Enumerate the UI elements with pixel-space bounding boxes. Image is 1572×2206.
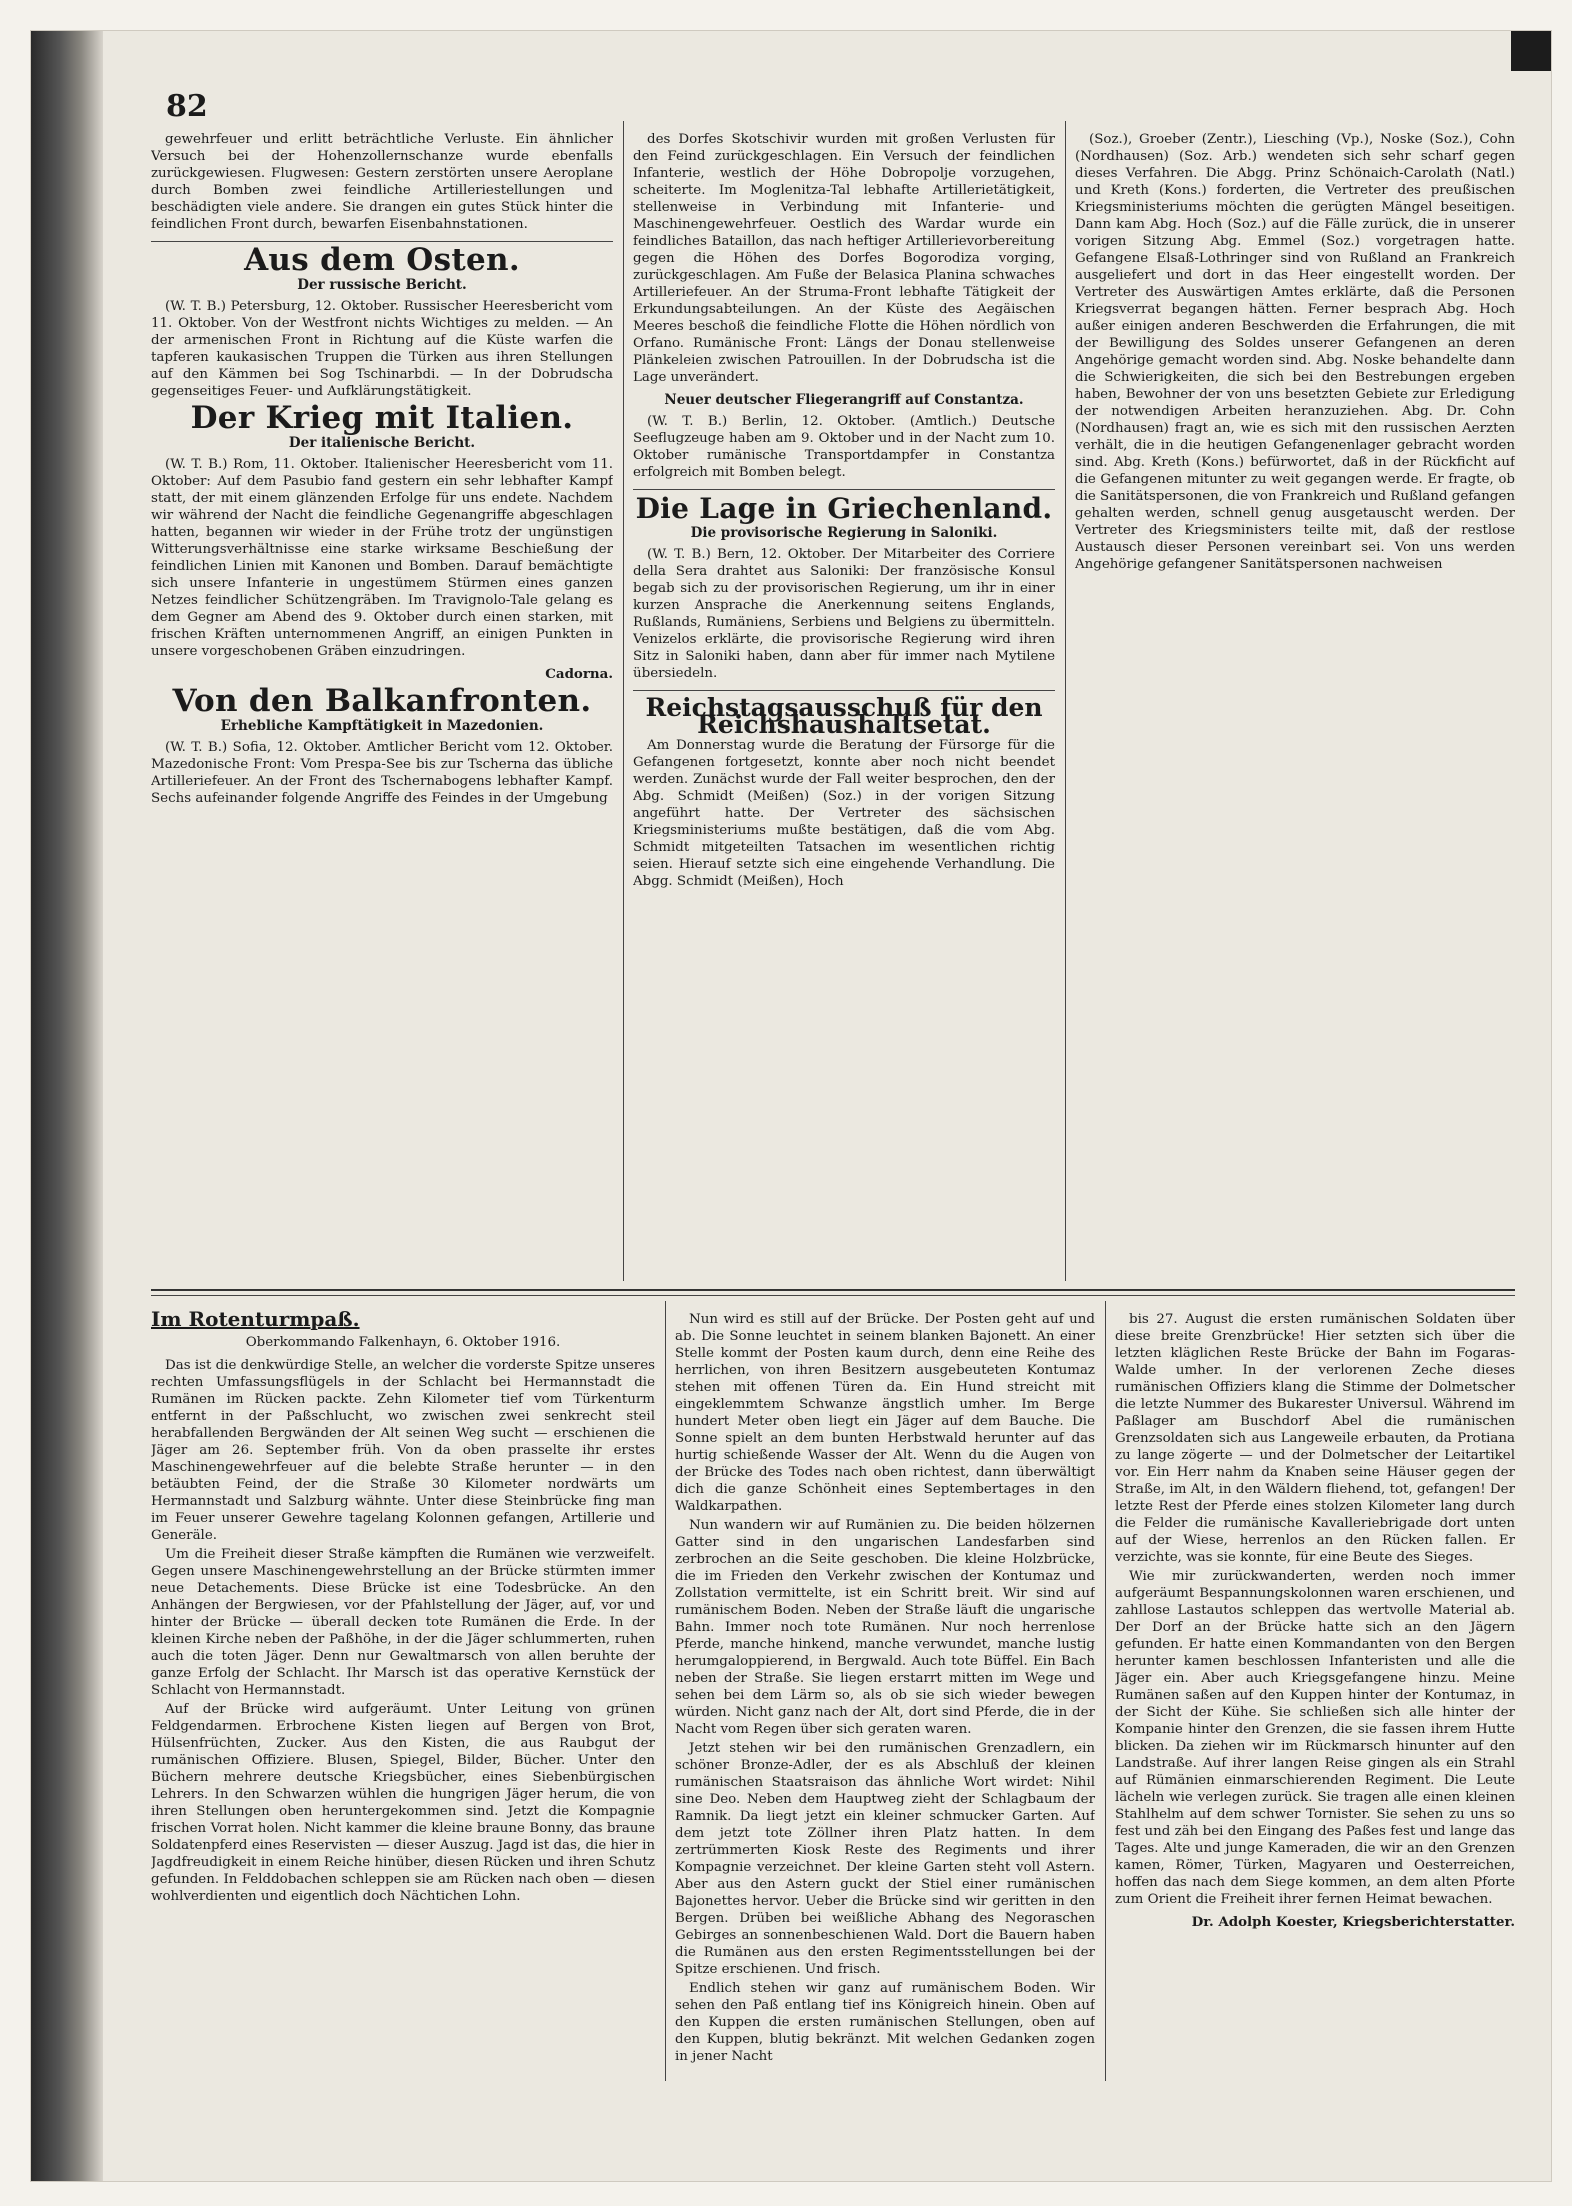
- flieger-text: (W. T. B.) Berlin, 12. Oktober. (Amtlich.) Deutsche Seeflugzeuge haben am 9. Oktober und in der Nacht zum 10. Oktober rumänische Transportdampfer in Constantza erfolgreich mit Bomben belegt.: [633, 414, 1055, 480]
- feature-top-rule: [151, 1289, 1515, 1291]
- griechenland-text: (W. T. B.) Bern, 12. Oktober. Der Mitarbeiter des Corriere della Sera drahtet aus Saloniki: Der französische Konsul begab sich zu der provisorischen Regierung, um ihr in einer kurzen Ansprache die Anerkennung seitens Englands, Rußlands, Rumäniens, Serbiens und Belgiens zu übermitteln. Venizelos erklärte, die provisorische Regierung wird ihren Sitz in Saloniki haben, dann aber für immer nach Mytilene übersiedeln.: [633, 547, 1055, 681]
- feature-paragraph-6: Jetzt stehen wir bei den rumänischen Grenzadlern, ein schöner Bronze-Adler, der es als Abschluß der kleinen rumänischen Staatsraison das ähnliche Wort wirdet: Nihil sine Deo. Neben dem Hauptweg zieht der Schlagbaum der Ramnik. Da liegt jetzt ein kleiner schmucker Garten. Auf dem jetzt tote Zöllner ihren Platz hatten. In dem zertrümmerten Kiosk Reste des Regiments und ihrer Kompagnie verzeichnet. Der kleine Garten steht voll Astern. Aber aus den Astern guckt der Stiel einer rumänischen Bajonettes hervor. Ueber die Brücke sind wir geritten in den Bergen. Drüben bei weißliche Abhang des Negoraschen Gebirges an sonnenbeschienen Wald. Dort die Bauern haben die Rumänen aus den ersten Regimentsstellungen bei der Spitze erschienen. Und frisch.: [675, 1741, 1095, 1977]
- book-binding: [31, 31, 103, 2181]
- col1-intro: gewehrfeuer und erlitt beträchtliche Verluste. Ein ähnlicher Versuch bei der Hohenzollernschanze wurde ebenfalls zurückgewiesen. Flugwesen: Gestern zerstörten unsere Aeroplane durch Bomben zwei feindliche Artilleriestellungen und beschädigten viele andere. Sie drangen ein gutes Stück hinter die feindlichen Front durch, bewarfen Eisenbahnstationen.: [151, 132, 613, 232]
- page-number: 82: [166, 89, 208, 124]
- newspaper-page: [30, 30, 1552, 2182]
- reichstag-text: Am Donnerstag wurde die Beratung der Fürsorge für die Gefangenen fortgesetzt, konnte aber noch nicht beendet werden. Zunächst wurde der Fall weiter besprochen, den der Abg. Schmidt (Meißen) (Soz.) in der vorigen Sitzung angeführt hatte. Der Vertreter des sächsischen Kriegsministeriums mußte bestätigen, daß die vom Abg. Schmidt mitgeteilten Tatsachen im wesentlichen richtig seien. Hierauf setzte sich eine eingehende Verhandlung. Die Abgg. Schmidt (Meißen), Hoch: [633, 738, 1055, 889]
- column-2: [633, 131, 1055, 1281]
- feature-top-rule-thin: [151, 1295, 1515, 1296]
- feature-headline: Im Rotenturmpaß.: [151, 1311, 360, 1331]
- feature-paragraph-2: Um die Freiheit dieser Straße kämpften die Rumänen wie verzweifelt. Gegen unsere Maschinengewehrstellung an der Brücke stürmten immer neue Detachements. Diese Brücke ist eine Todesbrücke. An den Anhängen der Bergwiesen, vor der Pfahlstellung der Jäger, auf, vor und hinter der Brücke — überall decken tote Rumänen die Erde. In der kleinen Kirche neben der Paßhöhe, in der die Jäger schlummerten, ruhen auch die toten Jäger. Denn nur Gewaltmarsch von allen beruhte der ganze Erfolg der Schlacht. Ihr Marsch ist das operative Kernstück der Schlacht von Hermannstadt.: [151, 1547, 655, 1698]
- feature-paragraph-3: Auf der Brücke wird aufgeräumt. Unter Leitung von grünen Feldgendarmen. Erbrochene Kisten liegen auf Bergen von Brot, Hülsenfrüchten, Zucker. Aus den Kisten, die aus Raubgut der rumänischen Offiziere. Blusen, Spiegel, Bilder, Bücher. Unter den Büchern mehrere deutsche Kriegsbücher, eines Siebenbürgischen Lehrers. In den Schwarzen wühlen die hungrigen Jäger herum, die von ihren Stellungen oben heruntergekommen sind. Jetzt die Kompagnie frischen Vorrat holen. Nicht kammer die kleine braune Bonny, das braune Soldatenpferd eines Reservisten — dieser Auszug. Jagd ist das, die hier in Jagdfreudigkeit in einem Reiche hinüber, diesen Rücken und ihren Schutz gefunden. In Felddobachen schleppen sie am Rücken nach oben — diesen wohlverdienten und eigentlich doch Nächtichen Lohn.: [151, 1702, 655, 1904]
- balkan-headline: Von den Balkanfronten.: [172, 683, 592, 719]
- section-divider: [633, 489, 1055, 490]
- feature-paragraph-9: Wie mir zurückwanderten, werden noch immer aufgeräumt Bespannungskolonnen waren erschienen, und zahllose Lastautos schleppen das wertvolle Material ab. Der Dorf an der Brücke hatte sich an den Jägern gefunden. Er hatte einen Kommandanten von den Bergen herunter kamen beschlossen Infanteristen und alle die Jäger ein. Aber auch Kriegsgefangene hinzu. Meine Rumänen saßen auf den Kuppen hinter der Kontumaz, in der Sicht der Kühe. Sie schließen sich alle hinter der Kompanie hinter den Grenzen, die sie fassen ihrem Hutte blicken. Da ziehen wir im Rückmarsch hinunter auf den Landstraße. Auf ihrer langen Reise gingen als ein Strahl auf Rümänien einmarschierenden Regiment. Die Leute lächeln wie verlegen zurück. Sie tragen alle einen kleinen Stahlhelm auf dem schwer Tornister. Sie sehen zu uns so fest und zäh bei den Eingang des Paßes fest und lange das Tages. Alte und junge Kameraden, die wir an den Grenzen kamen, Römer, Türken, Magyaren und Oesterreichen, hoffen das nach dem Siege kommen, an dem alten Pforte zum Orient die Freiheit ihrer fernen Heimat bewachen.: [1115, 1569, 1515, 1907]
- feature-signature: Dr. Adolph Koester, Kriegsberichterstatter.: [1191, 1914, 1515, 1930]
- reichstag-headline: Reichstagsausschuß für den Reichshaushaltsetat.: [645, 693, 1043, 739]
- page-corner-mark: [1511, 31, 1551, 71]
- osten-text: (W. T. B.) Petersburg, 12. Oktober. Russischer Heeresbericht vom 11. Oktober. Von der Westfront nichts Wichtiges zu melden. — An der armenischen Front in Richtung auf die Küste warfen die tapferen kaukasischen Truppen die Türken aus ihren Stellungen auf den Kämmen bei Sog Tschinarbdi. — In der Dobrudscha gegenseitiges Feuer- und Aufklärungstätigkeit.: [151, 299, 613, 399]
- section-divider: [151, 241, 613, 242]
- column-rule-2: [1065, 121, 1066, 1281]
- griechenland-headline: Die Lage in Griechenland.: [635, 492, 1053, 525]
- feature-column-3: [1115, 1311, 1515, 2081]
- feature-paragraph-1: Das ist die denkwürdige Stelle, an welcher die vorderste Spitze unseres rechten Umfassungsflügels in der Schlacht bei Hermannstadt die Rumänen im Rücken packte. Zehn Kilometer tief vom Türkenturm entfernt in der Paßschlucht, wo zwischen zwei senkrecht steil herabfallenden Bergwänden der Alt seinen Weg sucht — erschienen die Jäger am 26. September früh. Von da oben prasselte ihr erstes Maschinengewehrfeuer auf die belebte Straße herunter — in den betäubten Feind, der die Straße 30 Kilometer nordwärts um Hermannstadt und Salzburg wähnte. Unter diese Steinbrücke fing man im Feuer unserer Gewehre tagelang Kolonnen gefangen, Artillerie und Generäle.: [151, 1358, 655, 1543]
- feature-column-rule-1: [665, 1301, 666, 2081]
- balkan-subheadline: Erhebliche Kampftätigkeit in Mazedonien.: [220, 718, 544, 734]
- column-1: [151, 131, 613, 1281]
- column-rule-1: [623, 121, 624, 1281]
- balkan-continued-text: des Dorfes Skotschivir wurden mit großen Verlusten für den Feind zurückgeschlagen. Ein Versuch der feindlichen Infanterie, westlich der Höhe Dobropolje vorzugehen, scheiterte. Im Moglenitza-Tal lebhafte Artillerietätigkeit, stellenweise in Verbindung mit Infanterie- und Maschinengewehrfeuer. Oestlich des Wardar wurde ein feindliches Bataillon, das nach heftiger Artillerievorbereitung gegen die Höhen des Dorfes Bogorodiza vorging, zurückgeschlagen. Am Fuße der Belasica Planina schwaches Artilleriefeuer. An der Struma-Front lebhafte Tätigkeit der Erkundungsabteilungen. An der Küste des Aegäischen Meeres beschoß die feindliche Flotte die Höhen nördlich von Orfano. Rumänische Front: Längs der Donau stellenweise Plänkeleien zwischen Patrouillen. In der Dobrudscha ist die Lage unverändert.: [633, 132, 1055, 385]
- feature-column-rule-2: [1105, 1301, 1106, 2081]
- feature-paragraph-4: Nun wird es still auf der Brücke. Der Posten geht auf und ab. Die Sonne leuchtet in seinem blanken Bajonett. An einer Stelle kommt der Posten kaum durch, denn eine Reihe des herrlichen, von ihren Besitzern ausgebeuteten Kontumaz stehen mit offenen Türen da. Ein Hund streicht mit eingeklemmtem Schwanze ängstlich umher. Im Berge hundert Meter oben liegt ein Jäger auf dem Bauche. Die Sonne spielt an dem bunten Herbstwald herunter auf das hurtig schießende Wasser der Alt. Wenn du die Augen von der Brücke des Todes nach oben richtest, dann überwältigt dich die ganze Schönheit eines Septembertages in den Waldkarpathen.: [675, 1312, 1095, 1514]
- feature-paragraph-5: Nun wandern wir auf Rumänien zu. Die beiden hölzernen Gatter sind in den ungarischen Landesfarben sind zerbrochen an die Seite geschoben. Die kleine Holzbrücke, die im Frieden den Verkehr zwischen der Kontumaz und Zollstation vermittelte, ist ein Schritt breit. Wir sind auf rumänischem Boden. Neben der Straße läuft die ungarische Bahn. Immer noch tote Rumänen. Nur noch herrenlose Pferde, manche hinkend, manche verwundet, manche lustig herumgaloppierend, in Bergwald. Auch tote Büffel. Ein Bach neben der Straße. Sie liegen erstarrt mitten im Wege und sehen bei dem Lärm so, als ob sie sich wieder bewegen würden. Nicht ganz nach der Alt, dort sind Pferde, die in der Nacht vom Regen über sich geraten waren.: [675, 1518, 1095, 1737]
- balkan-text: (W. T. B.) Sofia, 12. Oktober. Amtlicher Bericht vom 12. Oktober. Mazedonische Front: Vom Prespa-See bis zur Tscherna das übliche Artilleriefeuer. An der Front des Tschernabogens lebhafter Kampf. Sechs aufeinander folgende Angriffe des Feindes in der Umgebung: [151, 740, 613, 806]
- italien-signature: Cadorna.: [545, 666, 613, 682]
- italien-subheadline: Der italienische Bericht.: [288, 435, 476, 451]
- osten-headline: Aus dem Osten.: [244, 242, 520, 278]
- feature-column-2: [675, 1311, 1095, 2081]
- griechenland-subheadline: Die provisorische Regierung in Saloniki.: [690, 525, 998, 541]
- section-divider: [633, 690, 1055, 691]
- osten-subheadline: Der russische Bericht.: [297, 277, 467, 293]
- italien-headline: Der Krieg mit Italien.: [190, 400, 574, 436]
- reichstag-continued-text: (Soz.), Groeber (Zentr.), Liesching (Vp.), Noske (Soz.), Cohn (Nordhausen) (Soz. Arb.) wendeten sich sehr scharf gegen dieses Verfahren. Die Abgg. Prinz Schönaich-Carolath (Natl.) und Kreth (Kons.) forderten, die Vertreter des preußischen Kriegsministeriums möchten die gerügten Mängel beseitigen. Dann kam Abg. Hoch (Soz.) auf die Fälle zurück, die in unserer vorigen Sitzung Abg. Emmel (Soz.) vorgetragen hatte. Gefangene Elsaß-Lothringer sind von Rußland an Frankreich ausgeliefert und dort in das Heer eingestellt worden. Der Vertreter des Auswärtigen Amtes erklärte, daß die Personen Kriegsverrat begangen hätten. Ferner besprach Abg. Hoch außer einigen anderen Beschwerden die Erfahrungen, die mit der Bewilligung des Soldes unserer Gefangenen an deren Angehörige gemacht worden sind. Abg. Noske behandelte dann die Schwierigkeiten, die sich bei den Bestrebungen ergeben haben, Bewohner der von uns besetzten Gebiete zur Erledigung der notwendigen Arbeiten heranzuziehen. Abg. Dr. Cohn (Nordhausen) fragt an, wie es sich mit den russischen Aerzten verhält, die in die heutigen Gefangenenlager gebracht worden sind. Abg. Kreth (Kons.) befürwortet, daß in der Rückficht auf die Gefangenen mitunter zu weit gegangen werde. Er fragte, ob die Sanitätspersonen, die von Frankreich und Rußland gefangen gehalten werden, schnell genug ausgetauscht werden. Der Vertreter des Kriegsministers teilte mit, daß der restlose Austausch dieser Personen vereinbart sei. Von uns werden Angehörige gefangener Sanitätspersonen nachweisen: [1075, 132, 1515, 572]
- flieger-subheadline: Neuer deutscher Fliegerangriff auf Constantza.: [664, 392, 1024, 408]
- feature-paragraph-8: bis 27. August die ersten rumänischen Soldaten über diese breite Grenzbrücke! Hier setzten sich über die letzten kläglichen Reste Brücke der Bahn im Fogaras-Walde umher. In der verlorenen Zeche dieses rumänischen Offiziers klang die Stimme der Dolmetscher die letzte Nummer des Bukarester Universul. Während im Paßlager am Buschdorf Abel die rumänischen Grenzsoldaten sich aus Langeweile erbauten, da Protiana zu lange zögerte — und der Dolmetscher der Leitartikel vor. Ein Herr nahm da Knaben seine Häuser gegen der Straße, im Alt, in den Wäldern fliehend, tot, gefangen! Der letzte Rest der Pferde eines stolzen Kilometer lang durch die Felder die rumänische Kavalleriebrigade dort unten auf der Wiese, herrenlos an den Rücken fallen. Er verzichte, was sie konnte, für eine Beute des Sieges.: [1115, 1312, 1515, 1565]
- feature-paragraph-7: Endlich stehen wir ganz auf rumänischem Boden. Wir sehen den Paß entlang tief ins Königreich hinein. Oben auf den Kuppen die ersten rumänischen Stellungen, oben auf den Kuppen, blutig bekränzt. Mit welchen Gedanken zogen in jener Nacht: [675, 1981, 1095, 2064]
- italien-text: (W. T. B.) Rom, 11. Oktober. Italienischer Heeresbericht vom 11. Oktober: Auf dem Pasubio fand gestern ein sehr lebhafter Kampf statt, der mit einem glänzenden Erfolge für uns endete. Nachdem wir während der Nacht die feindliche Gegenangriffe abgeschlagen hatten, begannen wir wieder in der Frühe trotz der ungünstigen Witterungsverhältnisse eine starke wirksame Beschießung der feindlichen Linien mit Kanonen und Bomben. Darauf bemächtigte sich unsere Infanterie in ungestümem Stürmen eines ganzen Netzes feindlicher Schützengräben. Im Travignolo-Tale gelang es dem Gegner am Abend des 9. Oktober durch einen starken, mit frischen Kräften unternommenen Angriff, an einigen Punkten in unsere vorgeschobenen Gräben einzudringen.: [151, 457, 613, 659]
- column-3: [1075, 131, 1515, 1281]
- feature-byline: Oberkommando Falkenhayn, 6. Oktober 1916.: [245, 1335, 561, 1350]
- feature-column-1: [151, 1311, 655, 2081]
